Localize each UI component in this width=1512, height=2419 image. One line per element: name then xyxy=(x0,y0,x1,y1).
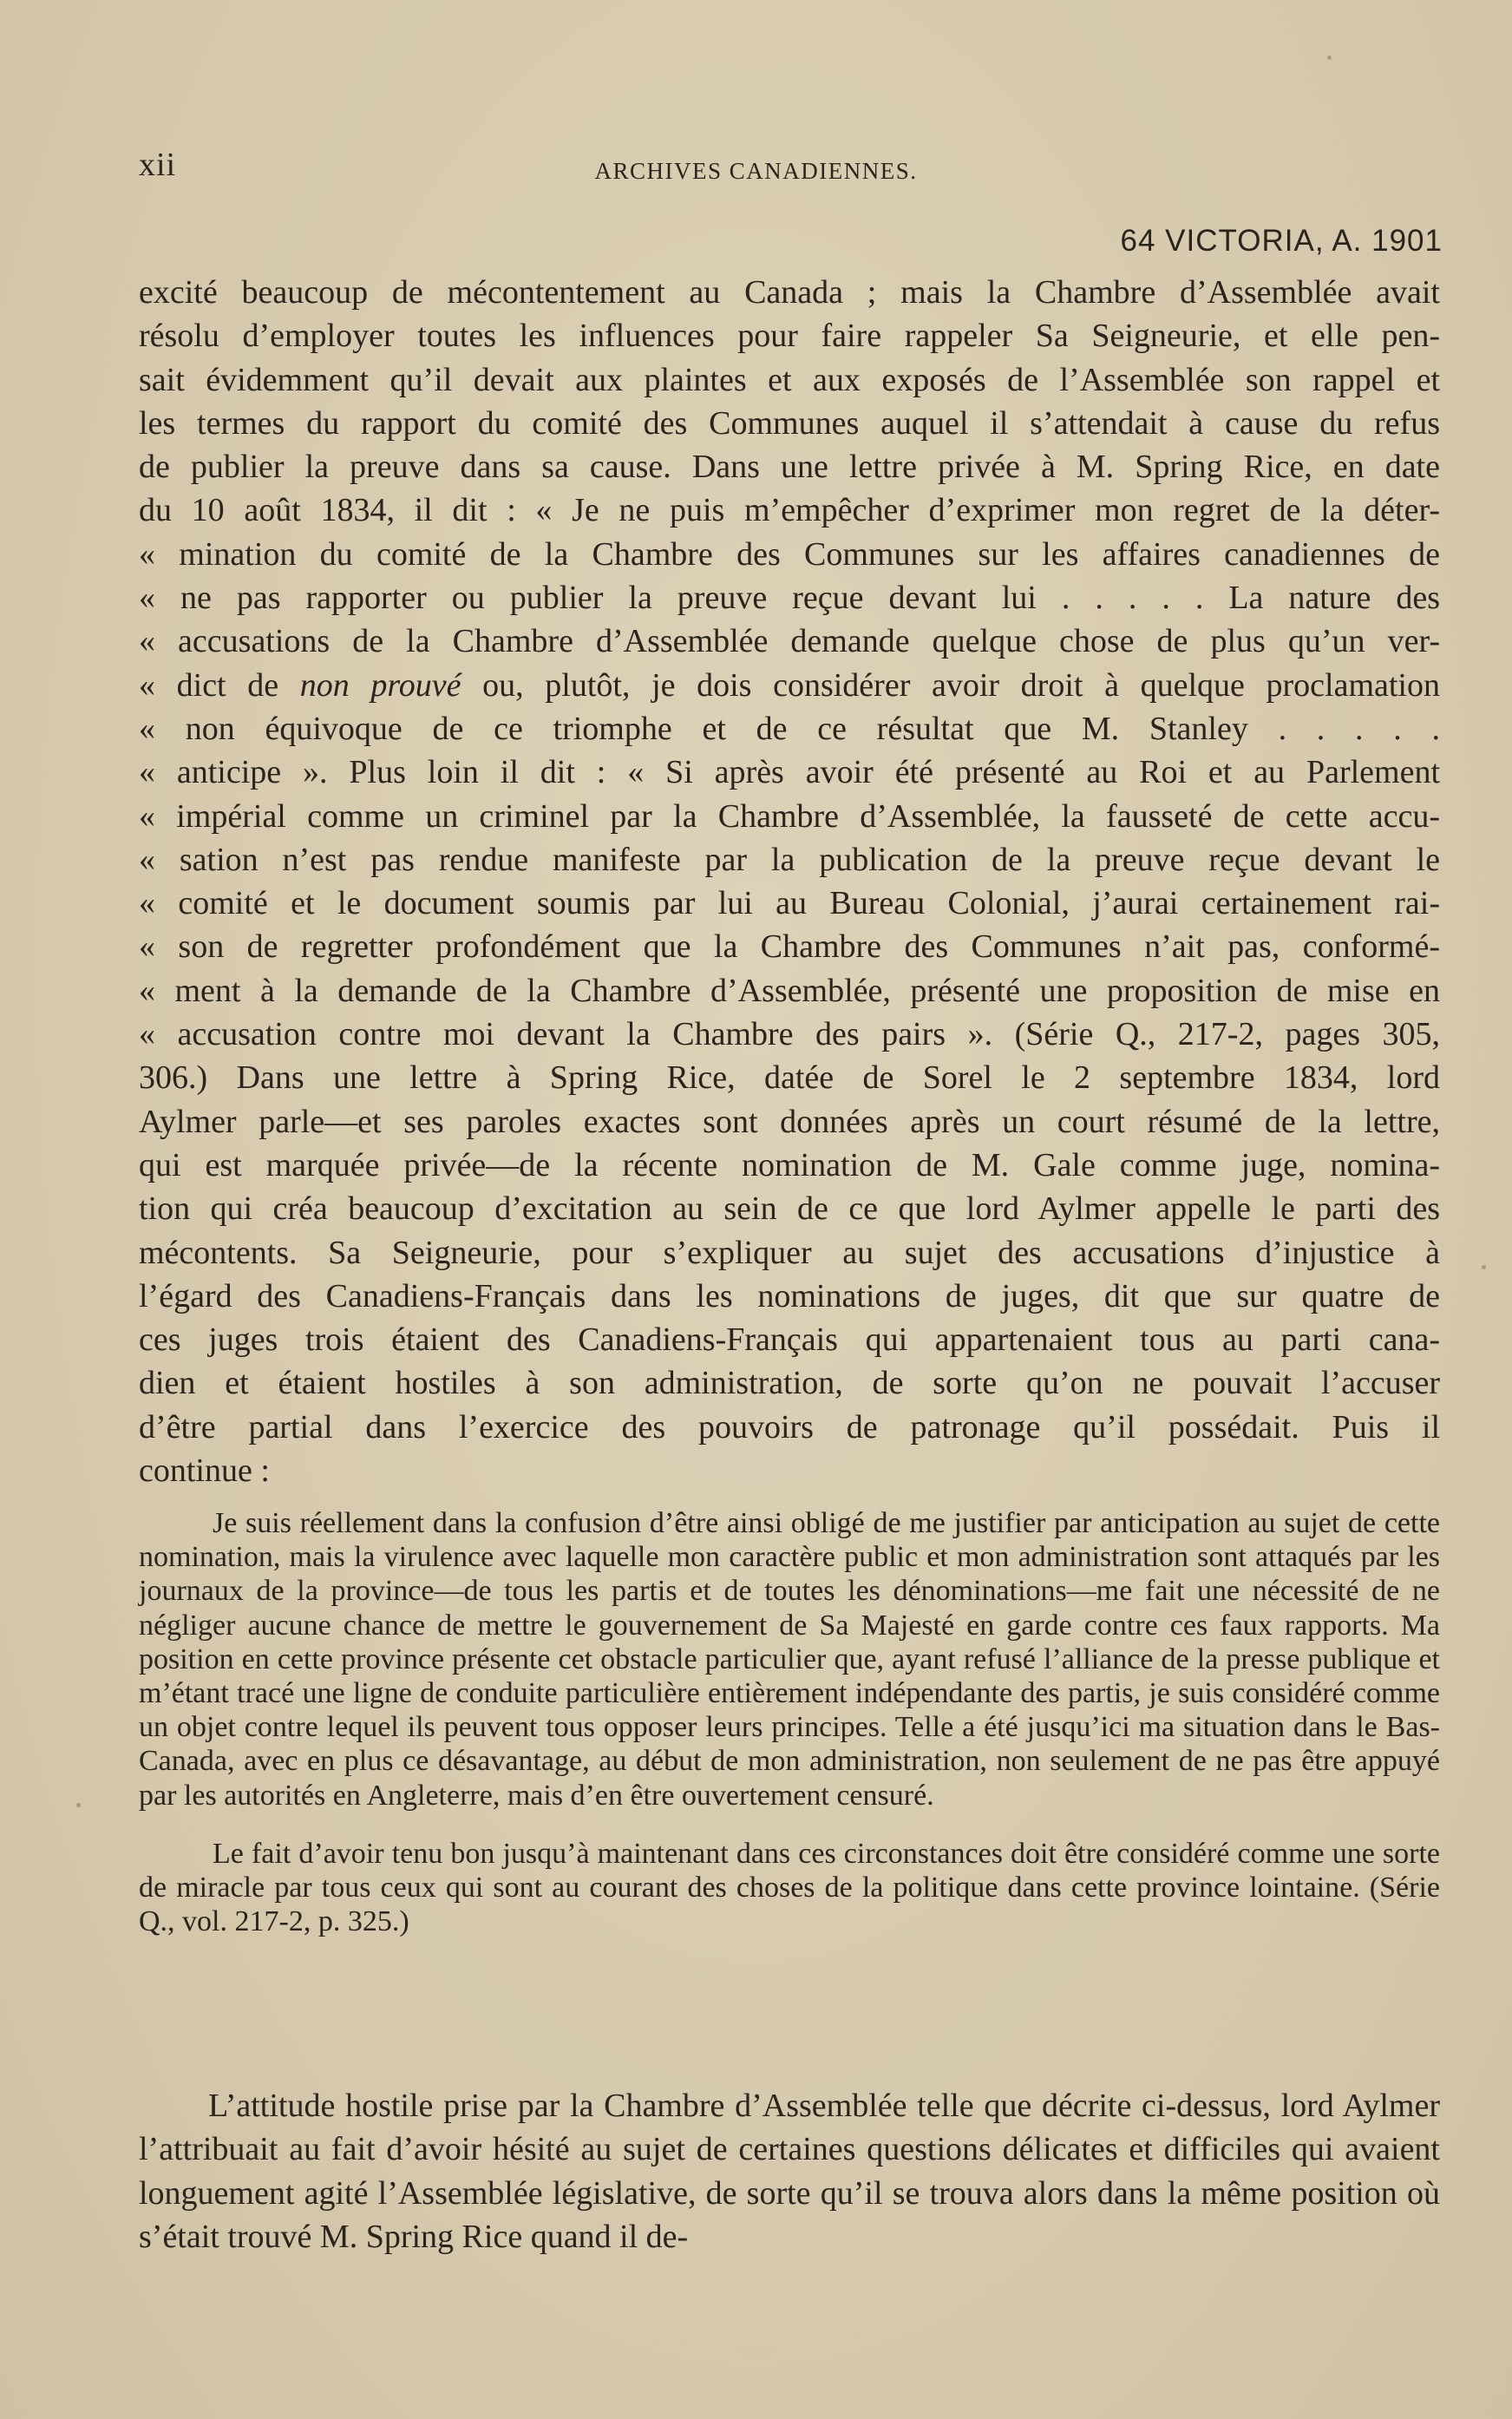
text-line: « ne pas rapporter ou publier la preuve reçue devant lui . . . . . La nature des xyxy=(139,580,1440,617)
text-line xyxy=(139,664,1440,707)
text-line: sait évidemment qu’il devait aux plaintes et aux exposés de l’Assemblée son rappel et xyxy=(139,361,1440,398)
text-line: « sation n’est pas rendue manifeste par la publication de la preuve reçue devant le xyxy=(139,841,1440,878)
text-fragment: ou, plutôt, je dois considérer avoir droit à quelque proclamation xyxy=(461,666,1440,704)
paper-speck xyxy=(76,1803,81,1807)
text-line: « comité et le document soumis par lui au Bureau Colonial, j’aurai certainement rai- xyxy=(139,885,1440,922)
text-line: tion qui créa beaucoup d’excitation au sein de ce que lord Aylmer appelle le parti des xyxy=(139,1190,1440,1228)
text-line: « accusation contre moi devant la Chambre des pairs ». (Série Q., 217-2, pages 305, xyxy=(139,1016,1440,1053)
text-line: Aylmer parle—et ses paroles exactes sont données après un court résumé de la lettre, xyxy=(139,1103,1440,1140)
quote-paragraph: Je suis réellement dans la confusion d’être ainsi obligé de me justifier par anticipation au sujet de cette nomination, mais la virulence avec laquelle mon caractère public et mon administration sont attaqués par les journaux de la province—de tous les partis et de toutes les dénominations—me fait une nécessité de ne négliger aucune chance de mettre le gouvernement de Sa Majesté en garde contre ces faux rapports. Ma position en cette province présente cet obstacle particulier que, ayant refusé l’alliance de la presse publique et m’étant tracé une ligne de conduite particulière entièrement indépendante des partis, je suis considéré comme un objet contre lequel ils peuvent tous opposer leurs principes. Telle a été jusqu’ici ma situation dans le Bas-Canada, avec en plus ce désavantage, au début de mon administration, non seulement de ne pas être appuyé par les autorités en Angleterre, mais d’en être ouvertement censuré. xyxy=(139,1507,1440,1812)
text-line: de publier la preuve dans sa cause. Dans une lettre privée à M. Spring Rice, en date xyxy=(139,449,1440,486)
body-paragraph xyxy=(139,271,1440,1492)
text-line: « non équivoque de ce triomphe et de ce résultat que M. Stanley . . . . . xyxy=(139,710,1440,747)
text-line: continue : xyxy=(139,1452,270,1490)
italic-phrase: non prouvé xyxy=(299,666,461,704)
text-line: qui est marquée privée—de la récente nomination de M. Gale comme juge, nomina- xyxy=(139,1146,1440,1183)
session-reference: 64 VICTORIA, A. 1901 xyxy=(1120,224,1443,258)
text-line: « anticipe ». Plus loin il dit : « Si après avoir été présenté au Roi et au Parlement xyxy=(139,754,1440,791)
text-line: dien et étaient hostiles à son administration, de sorte qu’on ne pouvait l’accuser xyxy=(139,1365,1440,1402)
text-line: « son de regretter profondément que la Chambre des Communes n’ait pas, conformé- xyxy=(139,928,1440,966)
paper-speck xyxy=(1482,1265,1486,1269)
quote-paragraph: Le fait d’avoir tenu bon jusqu’à maintenant dans ces circonstances doit être considéré comme une sorte de miracle par tous ceux qui sont au courant des choses de la politique dans cette province lointaine. (Série Q., vol. 217-2, p. 325.) xyxy=(139,1837,1440,1938)
text-line: résolu d’employer toutes les influences pour faire rappeler Sa Seigneurie, et elle pen- xyxy=(139,318,1440,355)
running-head: ARCHIVES CANADIENNES. xyxy=(594,158,918,184)
closing-paragraph: L’attitude hostile prise par la Chambre d’Assemblée telle que décrite ci-dessus, lord Aylmer l’attribuait au fait d’avoir hésité au sujet de certaines questions délicates et difficiles qui avaient longuement agité l’Assemblée législative, de sorte qu’il se trouva alors dans la même position où s’était trouvé M. Spring Rice quand il de- xyxy=(139,2088,1440,2255)
text-line: « mination du comité de la Chambre des Communes sur les affaires canadiennes de xyxy=(139,535,1440,573)
text-line: l’égard des Canadiens-Français dans les nominations de juges, dit que sur quatre de xyxy=(139,1277,1440,1314)
page-number: xii xyxy=(139,147,177,183)
text-line: les termes du rapport du comité des Communes auquel il s’attendait à cause du refus xyxy=(139,404,1440,442)
text-line: 306.) Dans une lettre à Spring Rice, datée de Sorel le 2 septembre 1834, lord xyxy=(139,1059,1440,1097)
block-quotation xyxy=(139,1506,1440,1938)
text-line: « ment à la demande de la Chambre d’Assemblée, présenté une proposition de mise en xyxy=(139,972,1440,1009)
text-line: « accusations de la Chambre d’Assemblée demande quelque chose de plus qu’un ver- xyxy=(139,623,1440,660)
text-line: d’être partial dans l’exercice des pouvoirs de patronage qu’il possédait. Puis il xyxy=(139,1408,1440,1446)
text-line: du 10 août 1834, il dit : « Je ne puis m’empêcher d’exprimer mon regret de la déter- xyxy=(139,492,1440,529)
text-line: ces juges trois étaient des Canadiens-Français qui appartenaient tous au parti cana- xyxy=(139,1321,1440,1359)
text-line: mécontents. Sa Seigneurie, pour s’expliquer au sujet des accusations d’injustice à xyxy=(139,1234,1440,1271)
text-line: « impérial comme un criminel par la Chambre d’Assemblée, la fausseté de cette accu- xyxy=(139,797,1440,835)
text-line: excité beaucoup de mécontentement au Canada ; mais la Chambre d’Assemblée avait xyxy=(139,274,1440,311)
text-fragment: « dict de xyxy=(139,666,300,704)
paper-speck xyxy=(1327,56,1332,60)
